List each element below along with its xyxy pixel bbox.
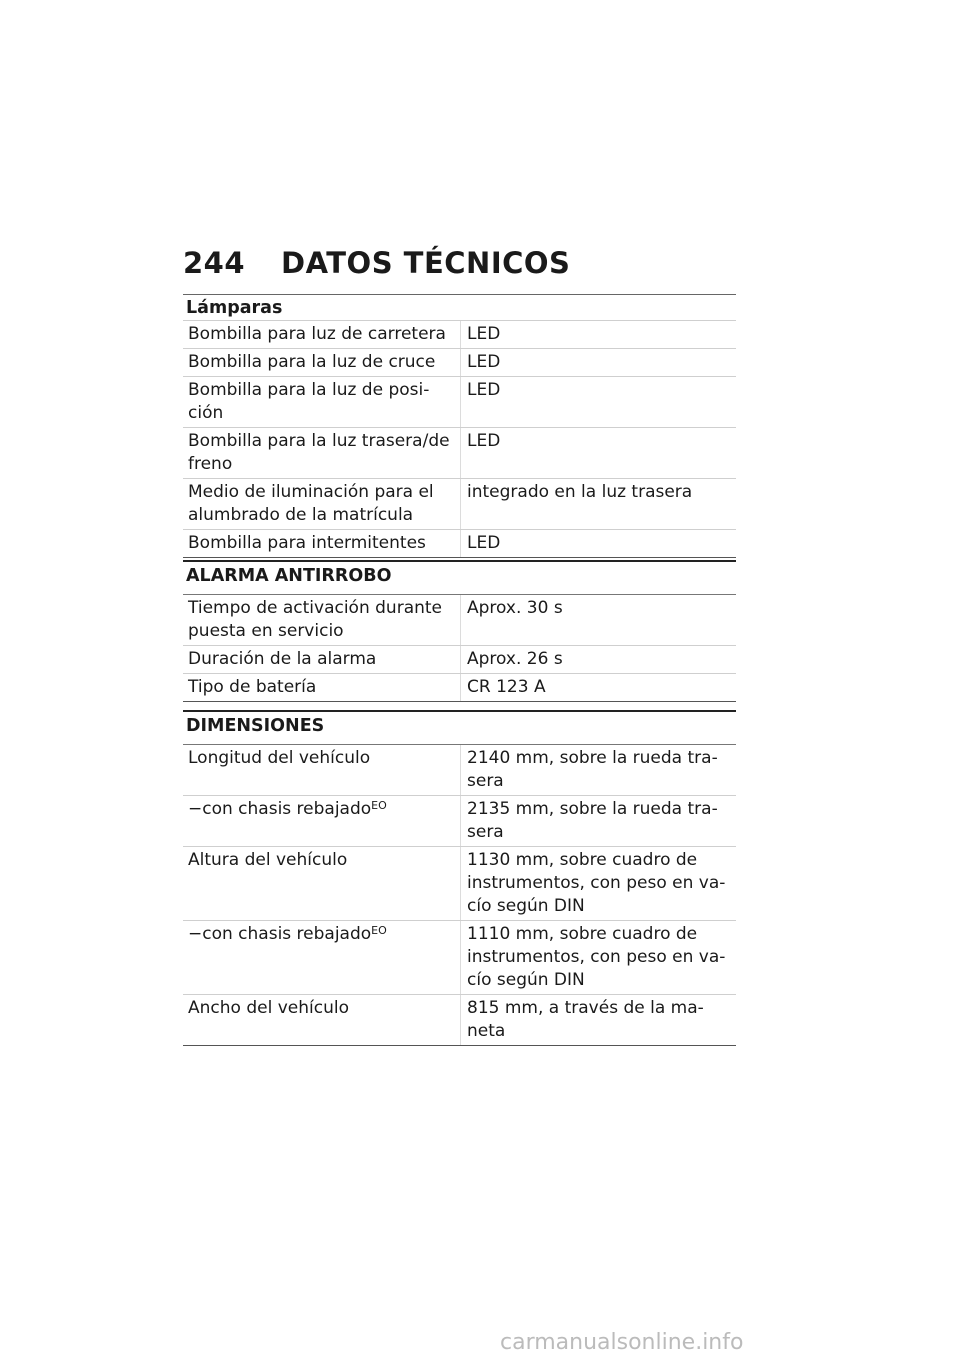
table-row: [183, 530, 736, 558]
row-label: Medio de iluminación para el alumbrado de la matrícula: [183, 479, 461, 530]
page-number: 244: [183, 246, 246, 280]
row-value: integrado en la luz trasera: [461, 479, 737, 530]
alarma-table: [183, 595, 736, 702]
row-value: LED: [461, 349, 737, 377]
table-row: [183, 921, 736, 995]
row-value: 2140 mm, sobre la rueda tra-sera: [461, 745, 737, 796]
row-value: LED: [461, 428, 737, 479]
row-label: Tipo de batería: [183, 674, 461, 702]
dimensiones-title: DIMENSIONES: [183, 712, 736, 745]
row-value: 1110 mm, sobre cuadro de instrumentos, con peso en va-cío según DIN: [461, 921, 737, 995]
row-value: 815 mm, a través de la ma-neta: [461, 995, 737, 1046]
row-label: Tiempo de activación durante puesta en servicio: [183, 595, 461, 646]
table-row: [183, 377, 736, 428]
table-row: [183, 595, 736, 646]
table-row: [183, 847, 736, 921]
row-label-text: −con chasis rebajado: [188, 924, 372, 944]
row-label: Bombilla para intermitentes: [183, 530, 461, 558]
row-value: 2135 mm, sobre la rueda tra-sera: [461, 796, 737, 847]
eo-superscript: EO: [371, 799, 387, 813]
lamparas-section: [183, 294, 736, 558]
page-title: DATOS TÉCNICOS: [281, 246, 571, 280]
table-row: [183, 796, 736, 847]
row-label-text: −con chasis rebajado: [188, 799, 372, 819]
alarma-title: ALARMA ANTIRROBO: [183, 562, 736, 595]
row-value: LED: [461, 377, 737, 428]
row-value: LED: [461, 530, 737, 558]
row-label: Altura del vehículo: [183, 847, 461, 921]
row-label: Bombilla para la luz trasera/de freno: [183, 428, 461, 479]
table-row: [183, 321, 736, 349]
row-value: LED: [461, 321, 737, 349]
table-row: [183, 745, 736, 796]
table-row: [183, 479, 736, 530]
row-value: CR 123 A: [461, 674, 737, 702]
alarma-section: [183, 560, 736, 702]
row-label: [183, 796, 461, 847]
eo-superscript: EO: [371, 924, 387, 938]
dimensiones-table: [183, 745, 736, 1046]
row-label: Longitud del vehículo: [183, 745, 461, 796]
row-value: Aprox. 26 s: [461, 646, 737, 674]
lamparas-table: [183, 321, 736, 558]
table-row: [183, 428, 736, 479]
table-row: [183, 349, 736, 377]
row-value: Aprox. 30 s: [461, 595, 737, 646]
row-label: Duración de la alarma: [183, 646, 461, 674]
row-label: Bombilla para luz de carretera: [183, 321, 461, 349]
row-label: Bombilla para la luz de cruce: [183, 349, 461, 377]
row-label: Bombilla para la luz de posi-ción: [183, 377, 461, 428]
table-row: [183, 674, 736, 702]
page-header: [183, 246, 570, 280]
table-row: [183, 646, 736, 674]
row-label: Ancho del vehículo: [183, 995, 461, 1046]
watermark: carmanualsonline.info: [500, 1330, 744, 1355]
row-label: [183, 921, 461, 995]
lamparas-title: Lámparas: [183, 295, 736, 321]
table-row: [183, 995, 736, 1046]
row-value: 1130 mm, sobre cuadro de instrumentos, con peso en va-cío según DIN: [461, 847, 737, 921]
dimensiones-section: [183, 710, 736, 1046]
